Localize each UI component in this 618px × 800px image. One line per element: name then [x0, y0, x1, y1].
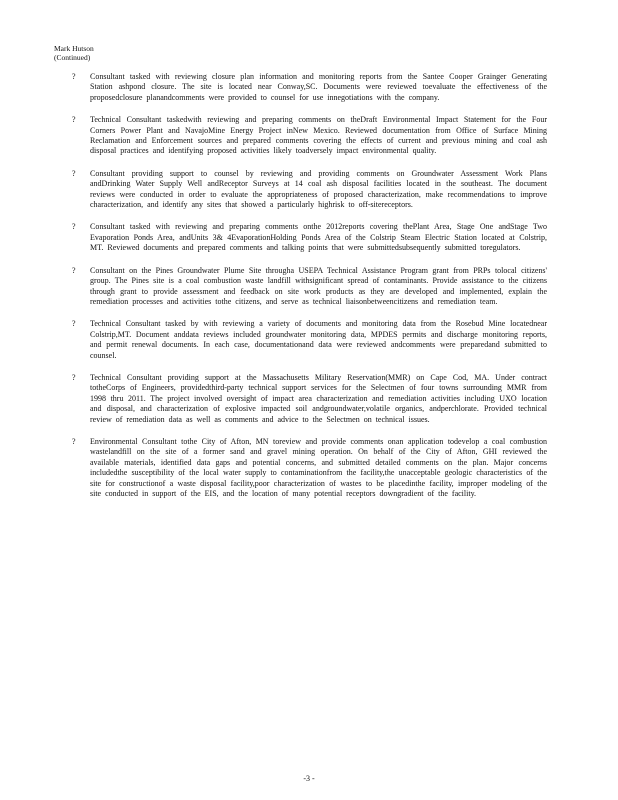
- bullet-icon: ?: [72, 319, 76, 329]
- list-item-text: Consultant tasked with reviewing closure plan information and monitoring reports from the Santee Cooper Grainger Generating Station ashpond closure. The site is located near Conway,SC. Documents were reviewed toevaluate the effectiveness of the proposedclosure planandcomments were provided to counsel for use innegotiations with the company.: [90, 72, 547, 102]
- list-item-text: Technical Consultant providing support at the Massachusetts Military Reservation(MMR) on Cape Cod, MA. Under contract totheCorps of Engineers, providedthird-party technical support services for the Selectmen of four towns surrounding MMR from 1998 thru 2011. The project involved oversight of impact area characterization and remediation activities including UXO location and disposal, and characterization of explosive impacted soil andgroundwater,volatile organics, andperchlorate. Provided technical review of remediation data as well as comments and advice to the Selectmen on technical issues.: [90, 372, 547, 424]
- bullet-icon: ?: [72, 436, 76, 446]
- list-item: [72, 169, 547, 211]
- list-item: [72, 115, 547, 157]
- list-item-text: Consultant providing support to counsel by reviewing and providing comments on Groundwater Assessment Work Plans andDrinking Water Supply Well andReceptor Surveys at 14 coal ash disposal facilities located in the southeast. The document reviews were conducted in order to evaluate the appropriateness of proposed characterization, make recommendations to improve characterization, and identify any sites that showed a particularly highrisk to off-sitereceptors.: [90, 168, 547, 210]
- list-item-text: Technical Consultant tasked by with reviewing a variety of documents and monitoring data from the Rosebud Mine locatednear Colstrip,MT. Document anddata reviews included groundwater monitoring data, MPDES permits and discharge monitoring reports, and permit renewal documents. In each case, documentationand data were reviewed andcomments were preparedand submitted to counsel.: [90, 319, 547, 360]
- continued-label: (Continued): [54, 53, 91, 62]
- bullet-icon: ?: [72, 372, 76, 382]
- author-name: Mark Hutson: [54, 44, 94, 53]
- experience-list: [72, 72, 547, 511]
- list-item-text: Consultant on the Pines Groundwater Plume Site througha USEPA Technical Assistance Program grant from PRPs tolocal citizens' group. The Pines site is a coal combustion waste landfill withsignificant spread of contaminants. Provide assistance to the citizens through grant to provide assessment and feedback on site work products as they are developed and implemented, explain the remediation processes and activities tothe citizens, and serve as technical liaisonbetweencitizens and remediation team.: [90, 265, 547, 306]
- list-item: [72, 222, 547, 253]
- list-item-text: Environmental Consultant tothe City of Afton, MN toreview and provide comments onan application todevelop a coal combustion wastelandfill on the site of a former sand and gravel mining operation. On behalf of the City of Afton, GHI reviewed the available materials, identified data gaps and potential concerns, and submitted detailed comments on the plan. Major concerns includedthe susceptibility of the local water supply to contaminationfrom the facility,the unacceptable geologic characteristics of the site for constructionof a waste disposal facility,poor characterization of wastes to be placedinthe facility, improper modeling of the site conducted in support of the EIS, and the location of many potential receptors downgradient of the facility.: [90, 436, 547, 498]
- list-item: [72, 437, 547, 499]
- list-item: [72, 319, 547, 361]
- bullet-icon: ?: [72, 222, 76, 232]
- bullet-icon: ?: [72, 265, 76, 275]
- page-number: -3 -: [303, 774, 315, 783]
- list-item: [72, 266, 547, 308]
- list-item: [72, 72, 547, 103]
- list-item-text: Consultant tasked with reviewing and preparing comments onthe 2012reports covering thePlant Area, Stage One andStage Two Evaporation Ponds Area, andUnits 3& 4EvaporationHolding Ponds Area of the Colstrip Steam Electric Station located at Colstrip, MT. Reviewed documents and prepared comments and talking points that were submittedsubsequently submitted toregulators.: [90, 222, 547, 253]
- page-header: [54, 44, 94, 62]
- list-item-text: Technical Consultant taskedwith reviewing and preparing comments on theDraft Environmental Impact Statement for the Four Corners Power Plant and NavajoMine Energy Project inNew Mexico. Reviewed documentation from Office of Surface Mining Reclamation and Enforcement sources and prepared comments covering the effects of current and previous mining and coal ash disposal practices and identifying proposed activities likely toadversely impact environmental quality.: [90, 115, 547, 156]
- list-item: [72, 373, 547, 425]
- bullet-icon: ?: [72, 168, 76, 178]
- bullet-icon: ?: [72, 115, 76, 125]
- bullet-icon: ?: [72, 72, 76, 81]
